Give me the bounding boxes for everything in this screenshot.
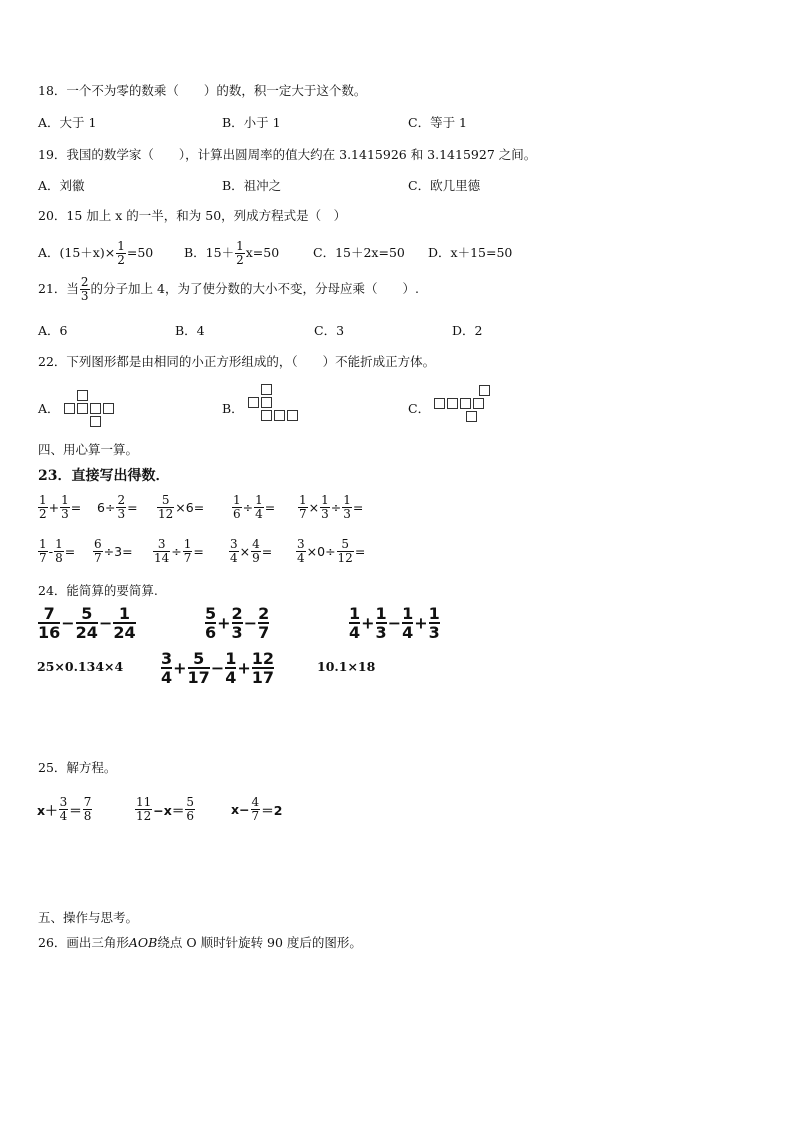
q25-equation-3: x− $\frac{4}{7}$ ＝2 <box>231 795 283 823</box>
q23-expr-6: $\frac{1}{7}$ - $\frac{1}{8}$ = <box>39 537 76 565</box>
question-23-title: 23．直接写出得数． <box>38 468 170 484</box>
q19-option-b: B．祖冲之 <box>222 178 282 193</box>
q20-option-a: A．(15＋x)× $\frac{1}{2}$ =50 <box>38 239 154 267</box>
q23-expr-8: $\frac{3}{14}$ ÷ $\frac{1}{7}$ = <box>154 537 204 565</box>
q24-expr-6: 10.1×18 <box>317 659 376 674</box>
q25-equation-2: $\frac{11}{12}$ −x＝ $\frac{5}{6}$ <box>136 795 194 823</box>
q23-expr-5: $\frac{1}{7}$ × $\frac{1}{3}$ ÷ $\frac{1}{3}$ = <box>299 493 364 521</box>
q22-option-b-label: B． <box>222 401 244 416</box>
q19-option-a: A．刘徽 <box>38 178 85 193</box>
q23-expr-9: $\frac{3}{4}$ × $\frac{4}{9}$ = <box>230 537 273 565</box>
q23-expr-10: $\frac{3}{4}$ ×0÷ $\frac{5}{12}$ = <box>297 537 366 565</box>
q21-option-a: A．6 <box>38 323 68 338</box>
q18-option-c: C．等于 1 <box>408 115 467 130</box>
q20-option-d: D．x＋15=50 <box>428 245 513 260</box>
question-19: 19．我国的数学家（ ），计算出圆周率的值大约在 3.1415926 和 3.1415927 之间。 <box>38 147 537 162</box>
section-5-heading: 五、操作与思考。 <box>38 910 139 925</box>
q23-expr-7: $\frac{6}{7}$ ÷3= <box>94 537 133 565</box>
question-26: 26．画出三角形AOB绕点 O 顺时针旋转 90 度后的图形。 <box>38 935 362 950</box>
q24-expr-3: $\frac{1}{4}$ + $\frac{1}{3}$ − $\frac{1}{4}$ + $\frac{1}{3}$ <box>349 604 440 642</box>
q22-option-c-label: C． <box>408 401 431 416</box>
fraction: $\frac{2}{3}$ <box>80 275 89 303</box>
q18-option-a: A．大于 1 <box>38 115 97 130</box>
q24-expr-1: $\frac{7}{16}$ − $\frac{5}{24}$ − $\frac{1}{24}$ <box>38 604 136 642</box>
q21-option-c: C．3 <box>314 323 345 338</box>
q21-option-d: D．2 <box>452 323 483 338</box>
q20-option-b: B．15＋ $\frac{1}{2}$ x=50 <box>184 239 280 267</box>
question-24-title: 24．能简算的要简算. <box>38 583 158 598</box>
question-25-title: 25．解方程。 <box>38 760 117 775</box>
q25-equation-1: x＋ $\frac{3}{4}$ ＝ $\frac{7}{8}$ <box>37 795 92 823</box>
q20-option-c: C．15＋2x=50 <box>313 245 405 260</box>
question-21: 21．当 $\frac{2}{3}$ 的分子加上 4，为了使分数的大小不变，分母应乘（ ）. <box>38 275 419 303</box>
q19-option-c: C．欧几里德 <box>408 178 481 193</box>
triangle-name: AOB <box>128 935 158 950</box>
q22-option-a-label: A． <box>38 401 60 416</box>
q24-expr-4: 25×0.134×4 <box>37 659 124 674</box>
q24-expr-5: $\frac{3}{4}$ + $\frac{5}{17}$ − $\frac{1}{4}$ + $\frac{12}{17}$ <box>161 649 275 687</box>
question-22: 22．下列图形都是由相同的小正方形组成的，（ ）不能折成正方体。 <box>38 354 436 369</box>
q23-expr-2: 6÷ $\frac{2}{3}$ = <box>97 493 138 521</box>
question-20: 20．15 加上 x 的一半，和为 50，列成方程式是（ ） <box>38 208 347 223</box>
q18-option-b: B．小于 1 <box>222 115 281 130</box>
section-4-heading: 四、用心算一算。 <box>38 442 139 457</box>
q24-expr-2: $\frac{5}{6}$ + $\frac{2}{3}$ − $\frac{2}{7}$ <box>205 604 270 642</box>
fraction: $\frac{1}{2}$ <box>236 239 244 267</box>
q23-expr-3: $\frac{5}{12}$ ×6= <box>158 493 205 521</box>
q23-expr-1: $\frac{1}{2}$ + $\frac{1}{3}$ = <box>39 493 82 521</box>
fraction: $\frac{1}{2}$ <box>117 239 125 267</box>
q21-option-b: B．4 <box>175 323 205 338</box>
q23-expr-4: $\frac{1}{6}$ ÷ $\frac{1}{4}$ = <box>233 493 276 521</box>
question-18: 18．一个不为零的数乘（ ）的数，积一定大于这个数。 <box>38 83 367 98</box>
